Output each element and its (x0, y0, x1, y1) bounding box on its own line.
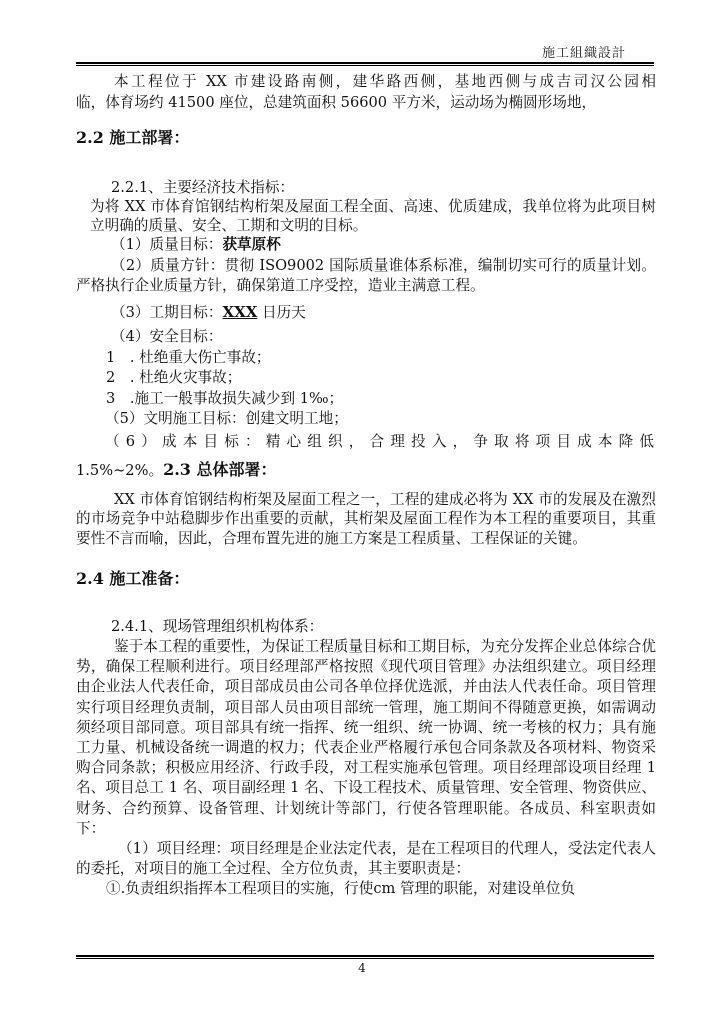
footer-rule (76, 955, 654, 957)
schedule-target-suffix: 日历天 (257, 303, 306, 321)
intro-line-1: 本工程位于 XX 市建设路南侧，建华路西侧，基地西侧与成吉司汉公园相 (114, 73, 656, 90)
civil-target: （5）文明施工目标：创建文明工地； (105, 410, 348, 427)
duty-item-1: ①.负责组织指挥本工程项目的实施，行使cm 管理的职能，对建设单位负 (106, 880, 576, 898)
schedule-target (76, 302, 656, 324)
section-heading-2-2: 2.2 施工部署： (76, 128, 190, 147)
page-number: 4 (358, 961, 366, 975)
safety-item-3: 3 .施工一般事故损失减少到 1‰； (106, 389, 344, 407)
overall-deployment-paragraph: XX 市体育馆钢结构桁架及屋面工程之一，工程的建成必将为 XX 市的发展及在激烈的市场竞争中站稳脚步作出重要的贡献，其桁架及屋面工程作为本工程的重要项目，其重要性不言而喻，因此，合理布置先进的施工方案是工程质量、工程保证的关键。 (76, 490, 656, 547)
targets-paragraph: 为将 XX 市体育馆钢结构桁架及屋面工程全面、高速、优质建成，我单位将为此项目树立明确的质量、安全、工期和文明的目标。 (90, 198, 656, 234)
header-rule (76, 62, 654, 64)
cost-target-cont (76, 460, 656, 482)
section-heading-2-3: 2.3 总体部署： (163, 460, 277, 479)
safety-item-2: 2 . 杜绝火灾事故； (106, 369, 242, 386)
safety-item-1: 1 . 杜绝重大伤亡事故； (106, 348, 271, 366)
subsection-heading-2-4-1: 2.4.1、现场管理组织机构体系： (111, 618, 324, 635)
cost-target: （6）成本目标：精心组织，合理投入，争取将项目成本降低 (105, 432, 656, 450)
safety-target-label: （4）安全目标： (111, 328, 223, 345)
cost-target-range: 1.5%~2%。 (76, 462, 164, 479)
quality-target (76, 235, 656, 256)
footer-rule-thin (76, 958, 654, 959)
intro-line-2: 临，体育场约 41500 座位，总建筑面积 56600 平方米，运动场为椭圆形场地， (76, 93, 597, 111)
page-body (76, 68, 656, 899)
quality-target-label: （1）质量目标： (111, 236, 223, 253)
header-rule-thin (76, 65, 654, 66)
running-header: 施工組織設計 (541, 46, 626, 61)
schedule-target-label: （3）工期目标： (111, 303, 223, 321)
quality-policy: （2）质量方针：贯彻 ISO9002 国际质量谁体系标准，编制切实可行的质量计划。严格执行企业质量方针，确保第道工序受控，造业主满意工程。 (76, 256, 656, 294)
subsection-heading-2-2-1: 2.2.1、主要经济技术指标： (111, 179, 295, 196)
organization-paragraph: 鉴于本工程的重要性，为保证工程质量目标和工期目标，为充分发挥企业总体综合优势，确保工程顺利进行。项目经理部严格按照《现代项目管理》办法组织建立。项目经理由企业法人代表任命，项目部成员由公司各单位择优选派，并由法人代表任命。项目管理实行项目经理负责制，项目部人员由项目部统一管理，施工期间不得随意更换，如需调动须经项目部同意。项目部具有统一指挥、统一组织、统一协调、统一考核的权力；具有施工力量、机械设备统一调遣的权力；代表企业严格履行承包合同条款及各项材料、物资采购合同条款；积极应用经济、行政手段，对工程实施承包管理。项目经理部设项目经理 1 名、项目总工 1 名、项目副经理 1 名、下设工程技术、质量管理、安全管理、物资供应、财务、合约预算、设备管理、计划统计等部门，行使各管理职能。各成员、科室职责如下： (76, 638, 656, 837)
project-manager-paragraph: （1）项目经理：项目经理是企业法定代表，是在工程项目的代理人，受法定代表人的委托，对项目的施工全过程、全方位负责，其主要职责是： (76, 840, 656, 878)
section-heading-2-4: 2.4 施工准备： (76, 569, 190, 588)
schedule-target-value: XXX (222, 302, 258, 321)
quality-target-value: 获草原杯 (222, 236, 281, 253)
